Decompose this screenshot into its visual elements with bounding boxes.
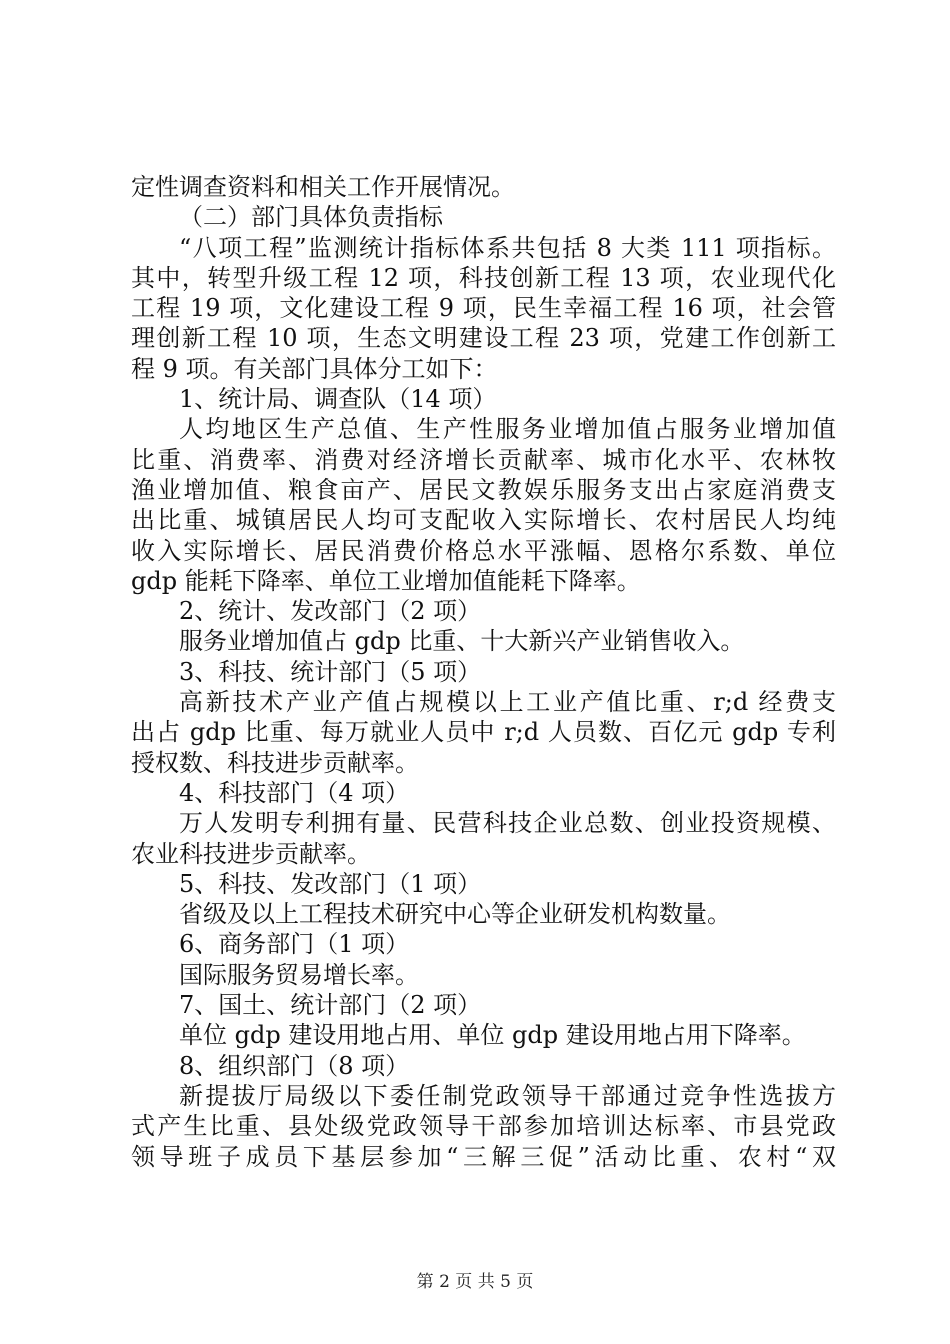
text-line: 理创新工程 10 项，生态文明建设工程 23 项，党建工作创新工 (131, 324, 836, 353)
text-line: 授权数、科技进步贡献率。 (131, 748, 419, 777)
text-line: 式产生比重、县处级党政领导干部参加培训达标率、市县党政 (131, 1112, 836, 1141)
subsection-heading: 8、组织部门（8 项） (179, 1051, 410, 1080)
text-line: 定性调查资料和相关工作开展情况。 (131, 173, 515, 201)
subsection-heading: 7、国土、统计部门（2 项） (179, 991, 482, 1020)
text-line: 服务业增加值占 gdp 比重、十大新兴产业销售收入。 (179, 627, 745, 656)
subsection-heading: 6、商务部门（1 项） (179, 930, 410, 959)
text-line: 渔业增加值、粮食亩产、居民文教娱乐服务支出占家庭消费支 (131, 475, 836, 504)
text-line: 农业科技进步贡献率。 (131, 839, 371, 868)
text-line: 出比重、城镇居民人均可支配收入实际增长、农村居民人均纯 (131, 506, 836, 535)
text-line: 比重、消费率、消费对经济增长贡献率、城市化水平、农林牧 (131, 445, 836, 474)
text-line: 工程 19 项，文化建设工程 9 项，民生幸福工程 16 项，社会管 (131, 294, 836, 323)
text-line: 单位 gdp 建设用地占用、单位 gdp 建设用地占用下降率。 (179, 1021, 806, 1050)
body-text (131, 172, 836, 1172)
subsection-heading: 4、科技部门（4 项） (179, 778, 410, 807)
text-line: gdp 能耗下降率、单位工业增加值能耗下降率。 (131, 566, 641, 595)
subsection-heading: 5、科技、发改部门（1 项） (179, 869, 482, 898)
text-line: 高新技术产业产值占规模以上工业产值比重、r;d 经费支 (179, 688, 836, 717)
text-line: 出占 gdp 比重、每万就业人员中 r;d 人员数、百亿元 gdp 专利 (131, 718, 836, 747)
subsection-heading: 3、科技、统计部门（5 项） (179, 657, 482, 686)
section-heading: （二）部门具体负责指标 (179, 203, 443, 232)
subsection-heading: 1、统计局、调查队（14 项） (179, 385, 497, 414)
text-line: 收入实际增长、居民消费价格总水平涨幅、恩格尔系数、单位 (131, 536, 836, 565)
text-line: 省级及以上工程技术研究中心等企业研发机构数量。 (179, 900, 731, 929)
text-line: 新提拔厅局级以下委任制党政领导干部通过竞争性选拔方 (179, 1081, 836, 1110)
text-line: 领导班子成员下基层参加“三解三促”活动比重、农村“双 (131, 1142, 836, 1171)
text-line: 人均地区生产总值、生产性服务业增加值占服务业增加值 (179, 415, 836, 444)
subsection-heading: 2、统计、发改部门（2 项） (179, 597, 482, 626)
text-line: “八项工程”监测统计指标体系共包括 8 大类 111 项指标。 (179, 233, 836, 262)
text-line: 万人发明专利拥有量、民营科技企业总数、创业投资规模、 (179, 809, 836, 838)
text-line: 国际服务贸易增长率。 (179, 960, 419, 989)
page-number-footer: 第 2 页 共 5 页 (416, 1272, 534, 1292)
text-line: 程 9 项。有关部门具体分工如下： (131, 354, 498, 383)
text-line: 其中，转型升级工程 12 项，科技创新工程 13 项，农业现代化 (131, 263, 836, 292)
